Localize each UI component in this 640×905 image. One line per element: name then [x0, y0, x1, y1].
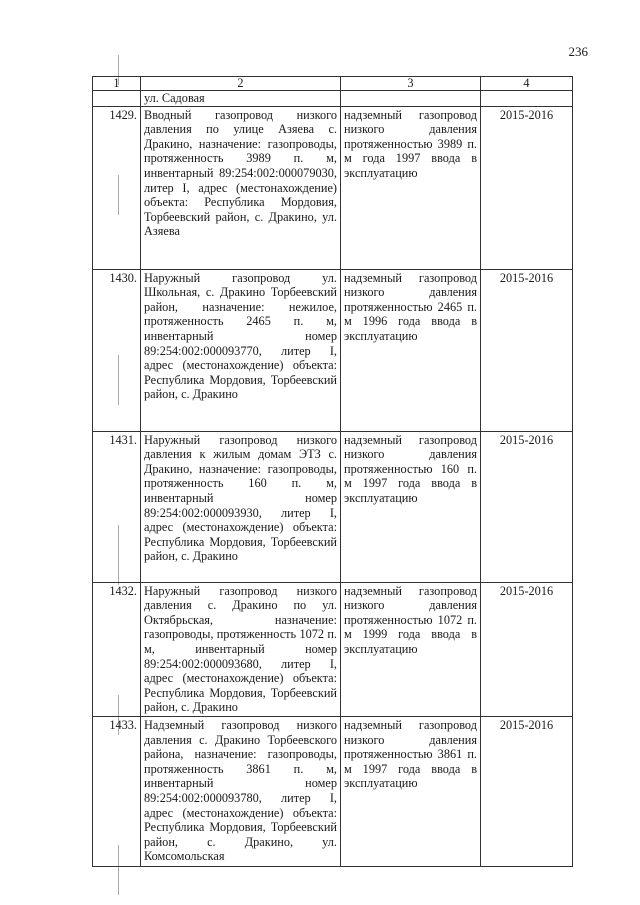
column-header-3: 3	[341, 77, 481, 91]
object-description: Наружный газопровод ул. Школьная, с. Дракино Торбеевский район, назначение: нежилое, протяженность 2465 п. м, инвентарный номер 89:254:002:000093770, литер I, адрес (местонахождение) объекта: Республика Мордовия, Торбеевский район, с. Дракино	[141, 269, 341, 431]
column-header-2: 2	[141, 77, 341, 91]
table-row	[93, 106, 573, 269]
row-number: 1429.	[93, 106, 141, 269]
period: 2015-2016	[481, 106, 573, 269]
table-row	[93, 431, 573, 582]
row-number: 1433.	[93, 716, 141, 866]
object-description: Вводный газопровод низкого давления по улице Азяева с. Дракино, назначение: газопроводы, протяженность 3989 п. м, инвентарный 89:254:002:000079030, литер I, адрес (местонахождение) объекта: Республика Мордовия, Торбеевский район, с. Дракино, ул. Азяева	[141, 106, 341, 269]
continuation-char-cell	[341, 91, 481, 107]
object-characteristics: надземный газопровод низкого давления протяженностью 1072 п. м 1999 года ввода в эксплуатацию	[341, 582, 481, 716]
table-row	[93, 582, 573, 716]
object-description: Надземный газопровод низкого давления с. Дракино Торбеевского района, назначение: газопроводы, протяженность 3861 п. м, инвентарный номер 89:254:002:000093780, литер I, адрес (местонахождение) объекта: Республика Мордовия, Торбеевский район, с. Дракино, ул. Комсомольская	[141, 716, 341, 866]
period: 2015-2016	[481, 582, 573, 716]
continuation-text: ул. Садовая	[141, 91, 341, 107]
column-number-row	[93, 77, 573, 91]
row-number: 1430.	[93, 269, 141, 431]
object-characteristics: надземный газопровод низкого давления протяженностью 2465 п. м 1996 года ввода в эксплуатацию	[341, 269, 481, 431]
table-row	[93, 716, 573, 866]
continuation-row	[93, 91, 573, 107]
row-number: 1432.	[93, 582, 141, 716]
period: 2015-2016	[481, 716, 573, 866]
object-characteristics: надземный газопровод низкого давления протяженностью 160 п. м 1997 года ввода в эксплуатацию	[341, 431, 481, 582]
column-header-1: 1	[93, 77, 141, 91]
property-registry-table	[92, 76, 573, 867]
table-row	[93, 269, 573, 431]
row-number: 1431.	[93, 431, 141, 582]
object-description: Наружный газопровод низкого давления к жилым домам ЭТЗ с. Дракино, назначение: газопроводы, протяженность 160 п. м, инвентарный номер 89:254:002:000093930, литер I, адрес (местонахождение) объекта: Республика Мордовия, Торбеевский район, с. Дракино	[141, 431, 341, 582]
period: 2015-2016	[481, 269, 573, 431]
page-number: 236	[568, 44, 588, 59]
continuation-period-cell	[481, 91, 573, 107]
column-header-4: 4	[481, 77, 573, 91]
object-description: Наружный газопровод низкого давления с. Дракино по ул. Октябрьская, назначение: газопроводы, протяженность 1072 п. м, инвентарный номер 89:254:002:000093680, литер I, адрес (местонахождение) объекта: Республика Мордовия, Торбеевский район, с. Дракино	[141, 582, 341, 716]
object-characteristics: надземный газопровод низкого давления протяженностью 3861 п. м 1997 года ввода в эксплуатацию	[341, 716, 481, 866]
continuation-num-cell	[93, 91, 141, 107]
object-characteristics: надземный газопровод низкого давления протяженностью 3989 п. м года 1997 ввода в эксплуатацию	[341, 106, 481, 269]
period: 2015-2016	[481, 431, 573, 582]
